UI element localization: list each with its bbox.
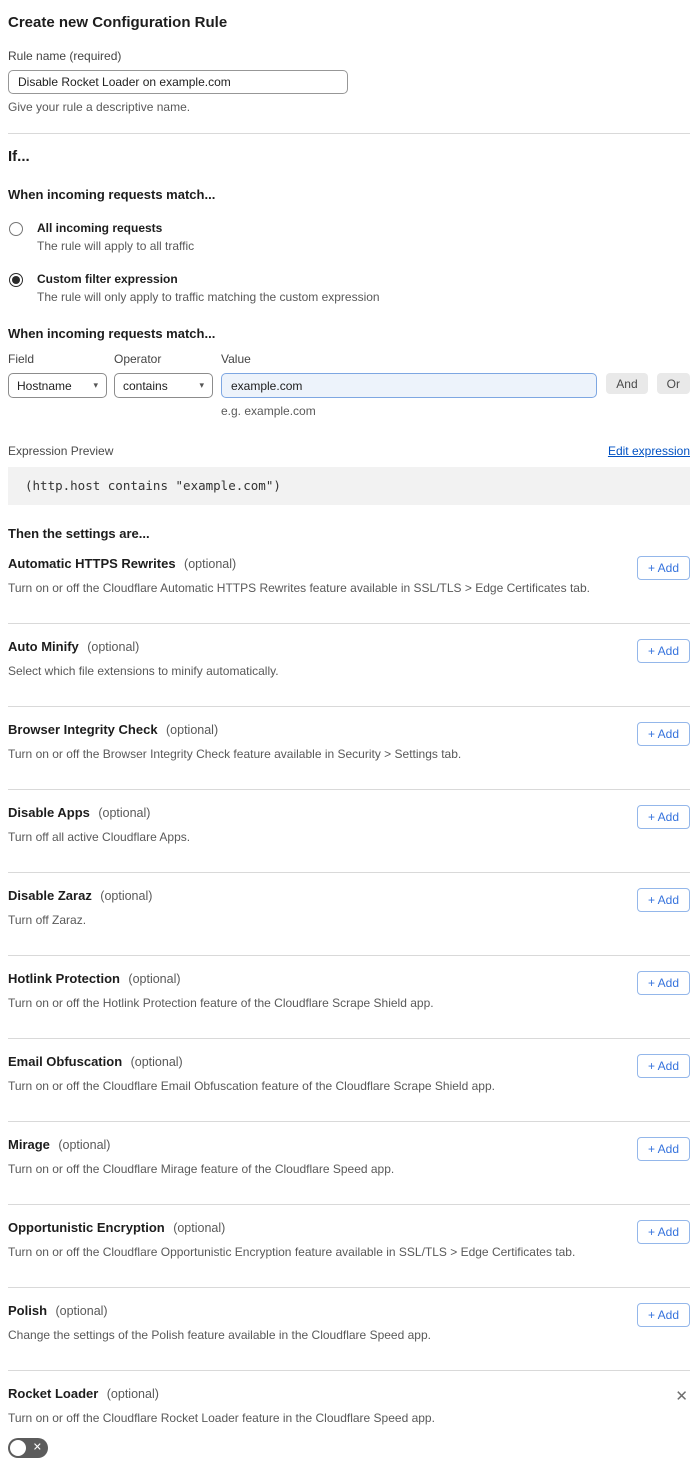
rule-name-help: Give your rule a descriptive name. <box>8 100 191 114</box>
setting-optional-label: (optional) <box>87 640 140 654</box>
radio-option-label: Custom filter expression <box>37 272 178 286</box>
setting-title-row <box>8 1219 575 1237</box>
setting-title-row <box>8 1385 435 1403</box>
setting-item <box>8 624 690 707</box>
setting-text <box>8 887 152 927</box>
add-setting-button[interactable]: + Add <box>637 805 690 829</box>
setting-title-row <box>8 887 152 905</box>
page-title: Create new Configuration Rule <box>8 14 228 31</box>
add-setting-button[interactable]: + Add <box>637 1220 690 1244</box>
setting-description: Turn on or off the Cloudflare Automatic HTTPS Rewrites feature available in SSL/TLS > Edge Certificates tab. <box>8 581 590 595</box>
edit-expression-link[interactable]: Edit expression <box>607 444 690 458</box>
setting-title: Disable Apps <box>8 805 90 820</box>
setting-text <box>8 555 590 595</box>
setting-optional-label: (optional) <box>58 1138 111 1152</box>
setting-optional-label: (optional) <box>55 1304 108 1318</box>
add-setting-button[interactable]: + Add <box>637 639 690 663</box>
toggle-knob <box>10 1440 26 1456</box>
operator-select-value: contains <box>123 378 168 393</box>
radio-option-all-incoming-requests[interactable] <box>8 221 690 253</box>
settings-heading: Then the settings are... <box>8 526 150 541</box>
chevron-down-icon: ▾ <box>199 380 204 390</box>
expression-preview-row <box>8 444 690 458</box>
operator-column <box>114 352 213 398</box>
setting-text <box>8 1219 575 1259</box>
setting-item-rocket-loader <box>8 1371 690 1464</box>
field-select-value: Hostname <box>17 378 72 393</box>
match-heading: When incoming requests match... <box>8 187 216 202</box>
setting-item <box>8 1205 690 1288</box>
setting-description: Select which file extensions to minify automatically. <box>8 664 279 678</box>
setting-item <box>8 1288 690 1371</box>
setting-optional-label: (optional) <box>130 1055 183 1069</box>
settings-list <box>8 541 690 1371</box>
setting-title-row <box>8 1302 431 1320</box>
add-setting-button[interactable]: + Add <box>637 556 690 580</box>
value-input[interactable] <box>221 373 597 398</box>
add-setting-button[interactable]: + Add <box>637 1303 690 1327</box>
add-setting-button[interactable]: + Add <box>637 1137 690 1161</box>
setting-title-row <box>8 970 434 988</box>
setting-description: Turn on or off the Browser Integrity Check feature available in Security > Settings tab. <box>8 747 462 761</box>
value-column <box>221 352 597 418</box>
close-icon[interactable]: ✕ <box>675 1388 688 1405</box>
setting-optional-label: (optional) <box>106 1387 159 1401</box>
setting-title: Rocket Loader <box>8 1386 99 1401</box>
setting-title: Mirage <box>8 1137 50 1152</box>
if-heading: If... <box>8 148 30 165</box>
setting-description: Turn on or off the Cloudflare Rocket Loader feature in the Cloudflare Speed app. <box>8 1411 435 1425</box>
setting-title-row <box>8 721 461 739</box>
setting-title: Hotlink Protection <box>8 971 120 986</box>
add-setting-button[interactable]: + Add <box>637 1054 690 1078</box>
expression-code: (http.host contains "example.com") <box>25 478 281 493</box>
setting-item <box>8 707 690 790</box>
setting-description: Turn on or off the Cloudflare Mirage feature of the Cloudflare Speed app. <box>8 1162 395 1176</box>
add-setting-button[interactable]: + Add <box>637 888 690 912</box>
radio-option-custom-filter-expression[interactable] <box>8 272 690 304</box>
setting-title-row <box>8 1136 394 1154</box>
setting-optional-label: (optional) <box>100 889 153 903</box>
setting-description: Turn off Zaraz. <box>8 913 87 927</box>
setting-optional-label: (optional) <box>166 723 219 737</box>
radio-button-icon[interactable] <box>9 222 23 236</box>
operator-select[interactable] <box>114 373 213 398</box>
setting-title: Automatic HTTPS Rewrites <box>8 556 176 571</box>
setting-title-row <box>8 555 590 573</box>
setting-text <box>8 1053 495 1093</box>
field-label: Field <box>8 352 35 366</box>
toggle-off-x-icon: ✕ <box>32 1441 42 1454</box>
setting-title: Disable Zaraz <box>8 888 92 903</box>
setting-description: Turn on or off the Cloudflare Opportunistic Encryption feature available in SSL/TLS > Edge Certificates tab. <box>8 1245 576 1259</box>
rule-name-block <box>8 49 690 114</box>
setting-text <box>8 721 461 761</box>
setting-item <box>8 956 690 1039</box>
setting-optional-label: (optional) <box>173 1221 226 1235</box>
or-button[interactable]: Or <box>657 373 690 394</box>
rule-name-input[interactable] <box>8 70 348 94</box>
radio-option-description: The rule will only apply to traffic matching the custom expression <box>37 290 380 304</box>
setting-description: Turn on or off the Cloudflare Email Obfuscation feature of the Cloudflare Scrape Shield app. <box>8 1079 495 1093</box>
setting-text <box>8 638 279 678</box>
setting-optional-label: (optional) <box>184 557 237 571</box>
setting-title-row <box>8 804 190 822</box>
setting-text <box>8 804 190 844</box>
rule-name-label: Rule name (required) <box>8 49 122 63</box>
value-label: Value <box>221 352 251 366</box>
radio-button-icon[interactable] <box>9 273 23 287</box>
setting-item <box>8 873 690 956</box>
setting-title-row <box>8 1053 495 1071</box>
setting-item <box>8 1039 690 1122</box>
setting-title-row <box>8 638 279 656</box>
setting-description: Turn off all active Cloudflare Apps. <box>8 830 191 844</box>
setting-title: Polish <box>8 1303 48 1318</box>
operator-label: Operator <box>114 352 162 366</box>
setting-item <box>8 790 690 873</box>
radio-option-label: All incoming requests <box>37 221 163 235</box>
radio-option-text <box>37 272 380 304</box>
rocket-loader-toggle[interactable] <box>8 1438 48 1458</box>
add-setting-button[interactable]: + Add <box>637 971 690 995</box>
setting-title: Email Obfuscation <box>8 1054 123 1069</box>
setting-description: Turn on or off the Hotlink Protection feature of the Cloudflare Scrape Shield app. <box>8 996 434 1010</box>
and-button[interactable]: And <box>606 373 647 394</box>
radio-option-description: The rule will apply to all traffic <box>37 239 195 253</box>
setting-text <box>8 1302 431 1342</box>
field-column <box>8 352 107 398</box>
add-setting-button[interactable]: + Add <box>637 722 690 746</box>
setting-text <box>8 1385 435 1458</box>
setting-text <box>8 970 434 1010</box>
chevron-down-icon: ▾ <box>93 380 98 390</box>
setting-item <box>8 1122 690 1205</box>
setting-optional-label: (optional) <box>98 806 151 820</box>
setting-description: Change the settings of the Polish feature available in the Cloudflare Speed app. <box>8 1328 431 1342</box>
expression-preview-box <box>8 467 690 505</box>
section-divider <box>8 133 690 134</box>
expression-builder-row <box>8 352 690 418</box>
setting-title: Auto Minify <box>8 639 79 654</box>
setting-optional-label: (optional) <box>128 972 181 986</box>
expression-preview-label: Expression Preview <box>8 444 114 458</box>
expression-builder-heading: When incoming requests match... <box>8 326 216 341</box>
setting-item <box>8 541 690 624</box>
value-help: e.g. example.com <box>221 404 316 418</box>
field-select[interactable] <box>8 373 107 398</box>
setting-text <box>8 1136 394 1176</box>
setting-title: Browser Integrity Check <box>8 722 158 737</box>
setting-title: Opportunistic Encryption <box>8 1220 165 1235</box>
radio-option-text <box>37 221 194 253</box>
